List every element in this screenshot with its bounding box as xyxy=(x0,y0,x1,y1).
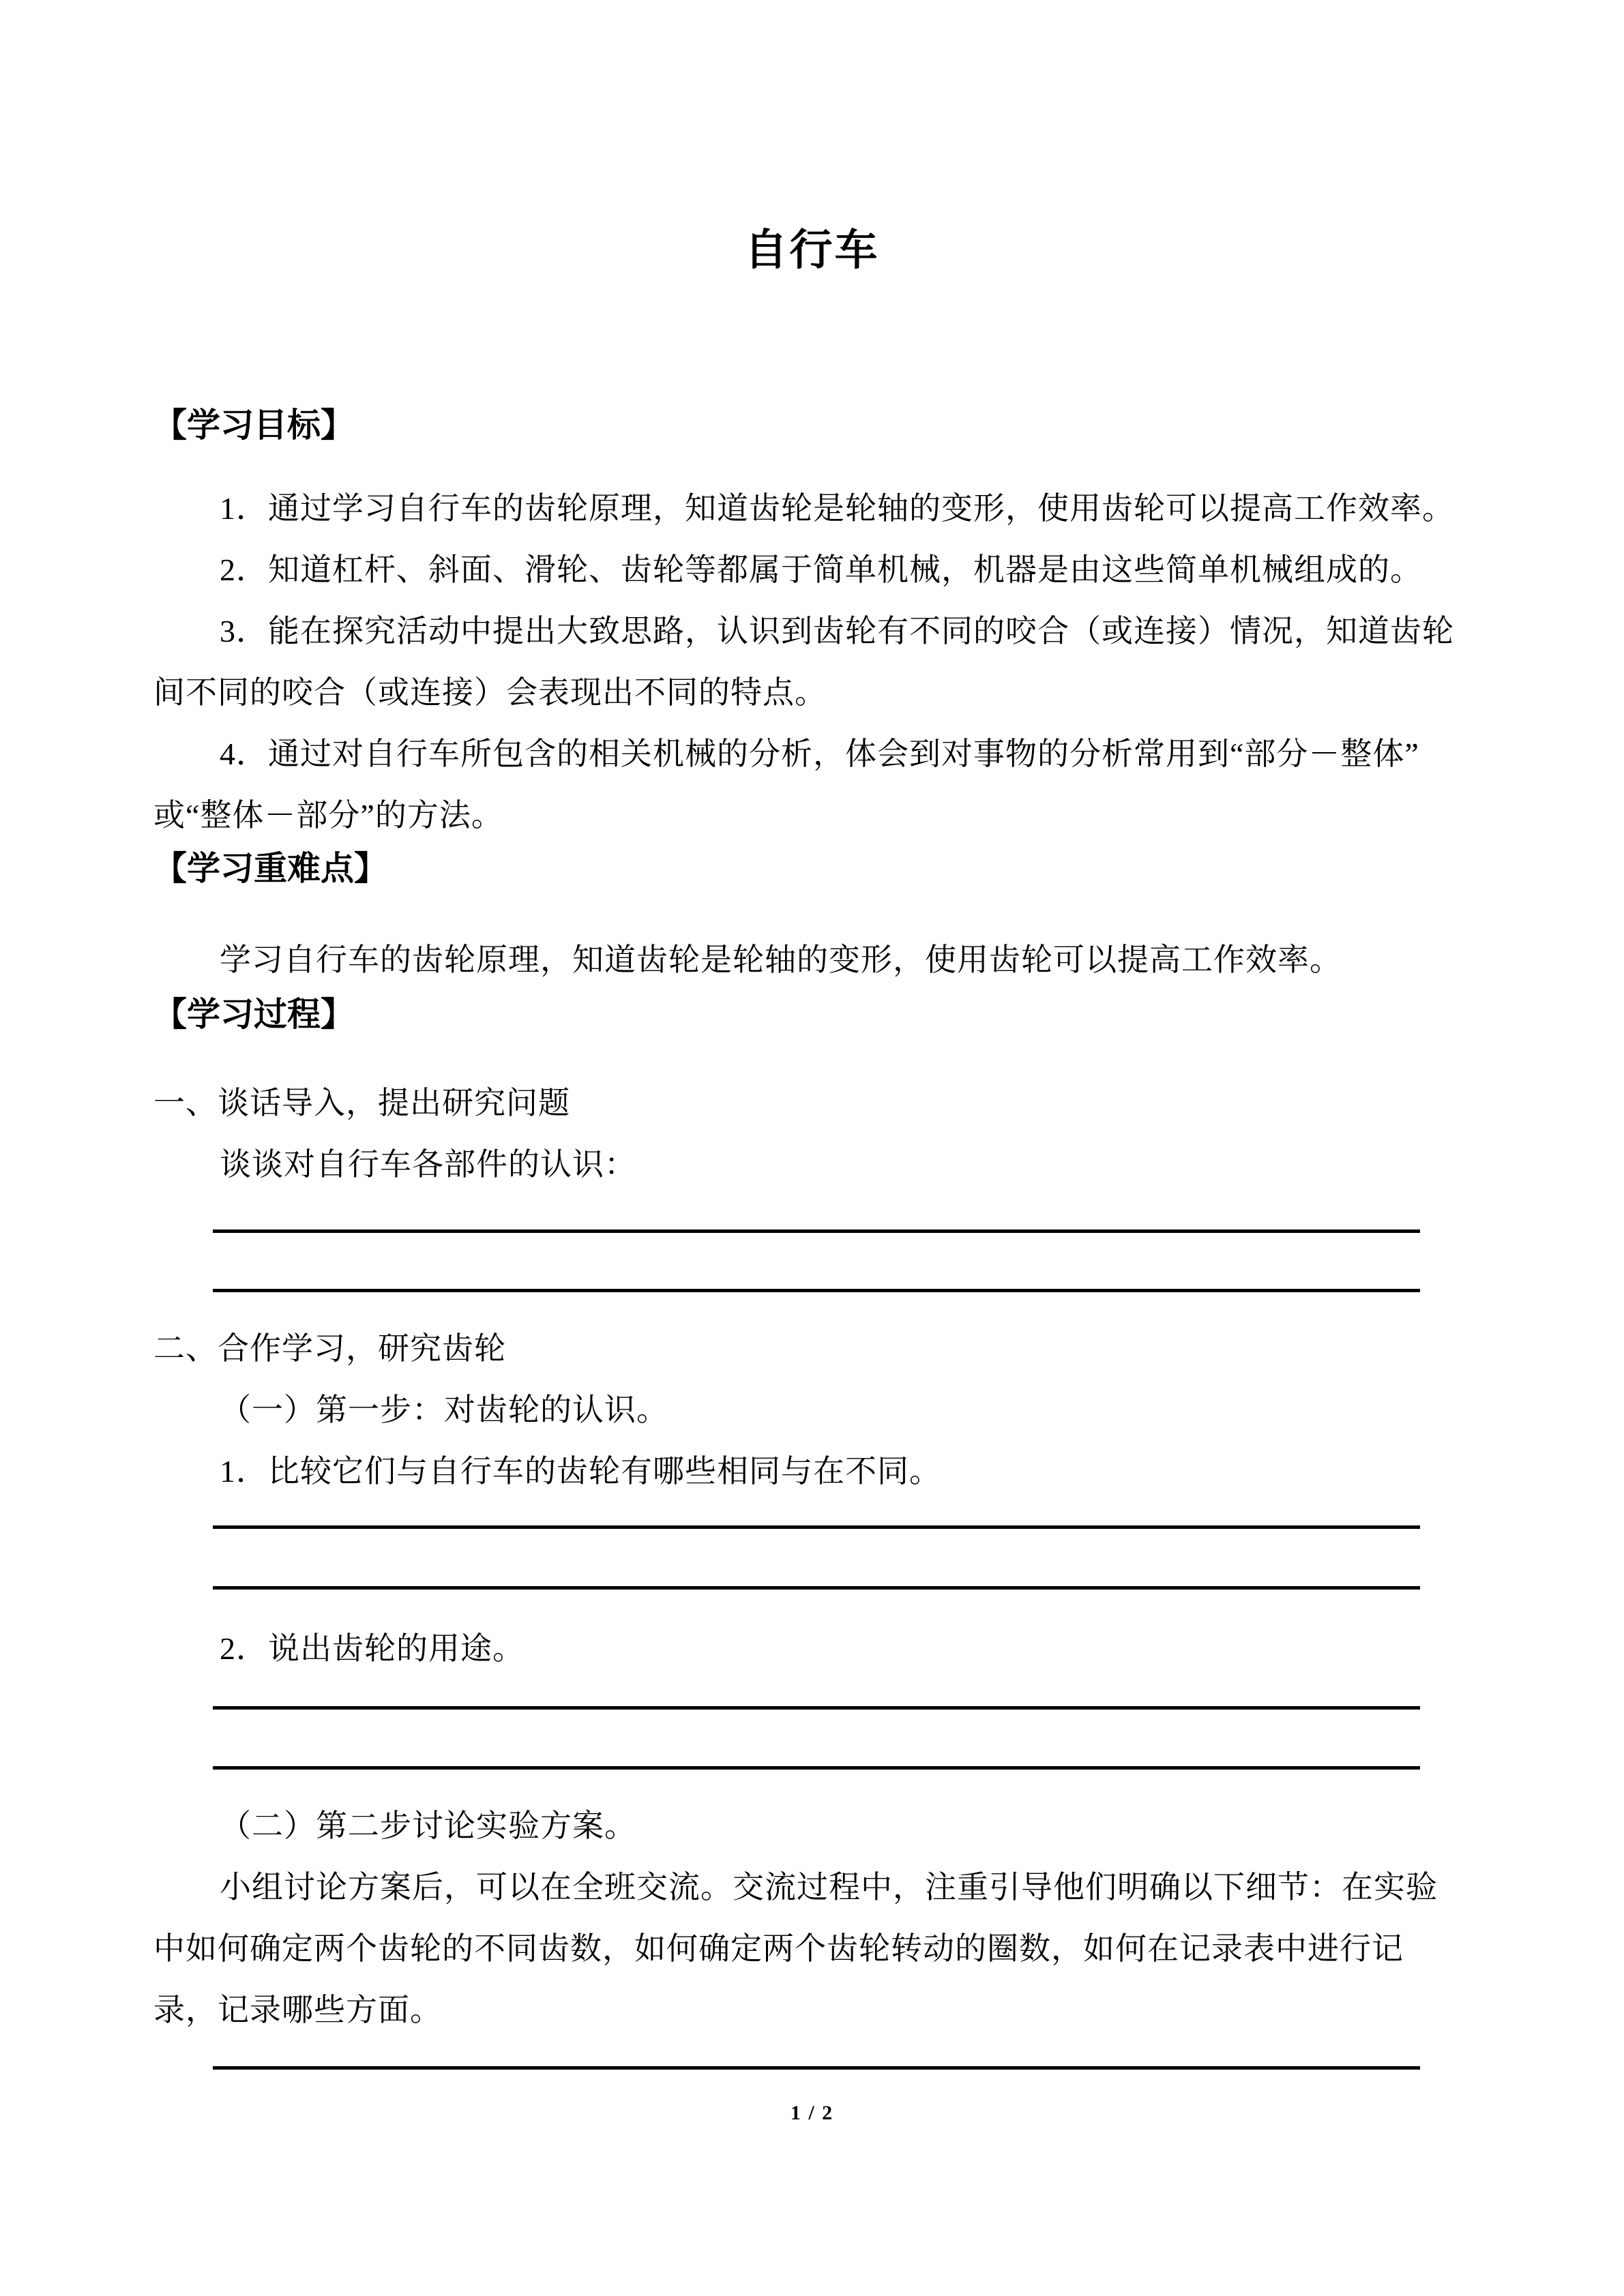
process-section-1-heading: 一、谈话导入，提出研究问题 xyxy=(153,1086,570,1120)
process-section-1-prompt: 谈谈对自行车各部件的认识： xyxy=(220,1147,636,1182)
writing-line xyxy=(213,1229,1420,1233)
objective-item-3-line-2: 间不同的咬合（或连接）会表现出不同的特点。 xyxy=(153,675,827,710)
objective-item-4-line-2: 或“整体－部分”的方法。 xyxy=(153,798,503,833)
process-step-2-text-line-3: 录，记录哪些方面。 xyxy=(153,1993,442,2027)
process-section-2-heading: 二、合作学习，研究齿轮 xyxy=(153,1331,506,1366)
writing-line xyxy=(213,1766,1420,1770)
process-step-1-heading: （一）第一步：对齿轮的认识。 xyxy=(220,1392,668,1427)
objective-item-1: 1．通过学习自行车的齿轮原理，知道齿轮是轮轴的变形，使用齿轮可以提高工作效率。 xyxy=(220,491,1454,526)
writing-line xyxy=(213,1706,1420,1710)
key-points-text: 学习自行车的齿轮原理，知道齿轮是轮轴的变形，使用齿轮可以提高工作效率。 xyxy=(220,942,1342,977)
writing-line xyxy=(213,1525,1420,1529)
objective-item-3-line-1: 3．能在探究活动中提出大致思路，认识到齿轮有不同的咬合（或连接）情况，知道齿轮 xyxy=(220,614,1454,648)
writing-line xyxy=(213,1289,1420,1292)
process-step-2-text-line-1: 小组讨论方案后，可以在全班交流。交流过程中，注重引导他们明确以下细节：在实验 xyxy=(220,1870,1438,1905)
heading-learning-process: 【学习过程】 xyxy=(153,996,355,1033)
heading-learning-objectives: 【学习目标】 xyxy=(153,406,355,444)
process-step-1-question-2: 2．说出齿轮的用途。 xyxy=(220,1631,525,1666)
page-number: 1 / 2 xyxy=(790,2102,834,2124)
process-step-1-question-1: 1．比较它们与自行车的齿轮有哪些相同与在不同。 xyxy=(220,1454,941,1489)
process-step-2-text-line-2: 中如何确定两个齿轮的不同齿数，如何确定两个齿轮转动的圈数，如何在记录表中进行记 xyxy=(153,1931,1404,1966)
page-title: 自行车 xyxy=(744,226,880,274)
writing-line xyxy=(213,2066,1420,2070)
heading-key-points: 【学习重难点】 xyxy=(153,850,388,887)
objective-item-2: 2．知道杠杆、斜面、滑轮、齿轮等都属于简单机械，机器是由这些简单机械组成的。 xyxy=(220,552,1422,587)
writing-line xyxy=(213,1586,1420,1590)
process-step-2-heading: （二）第二步讨论实验方案。 xyxy=(220,1808,636,1843)
objective-item-4-line-1: 4．通过对自行车所包含的相关机械的分析，体会到对事物的分析常用到“部分－整体” xyxy=(220,736,1419,771)
